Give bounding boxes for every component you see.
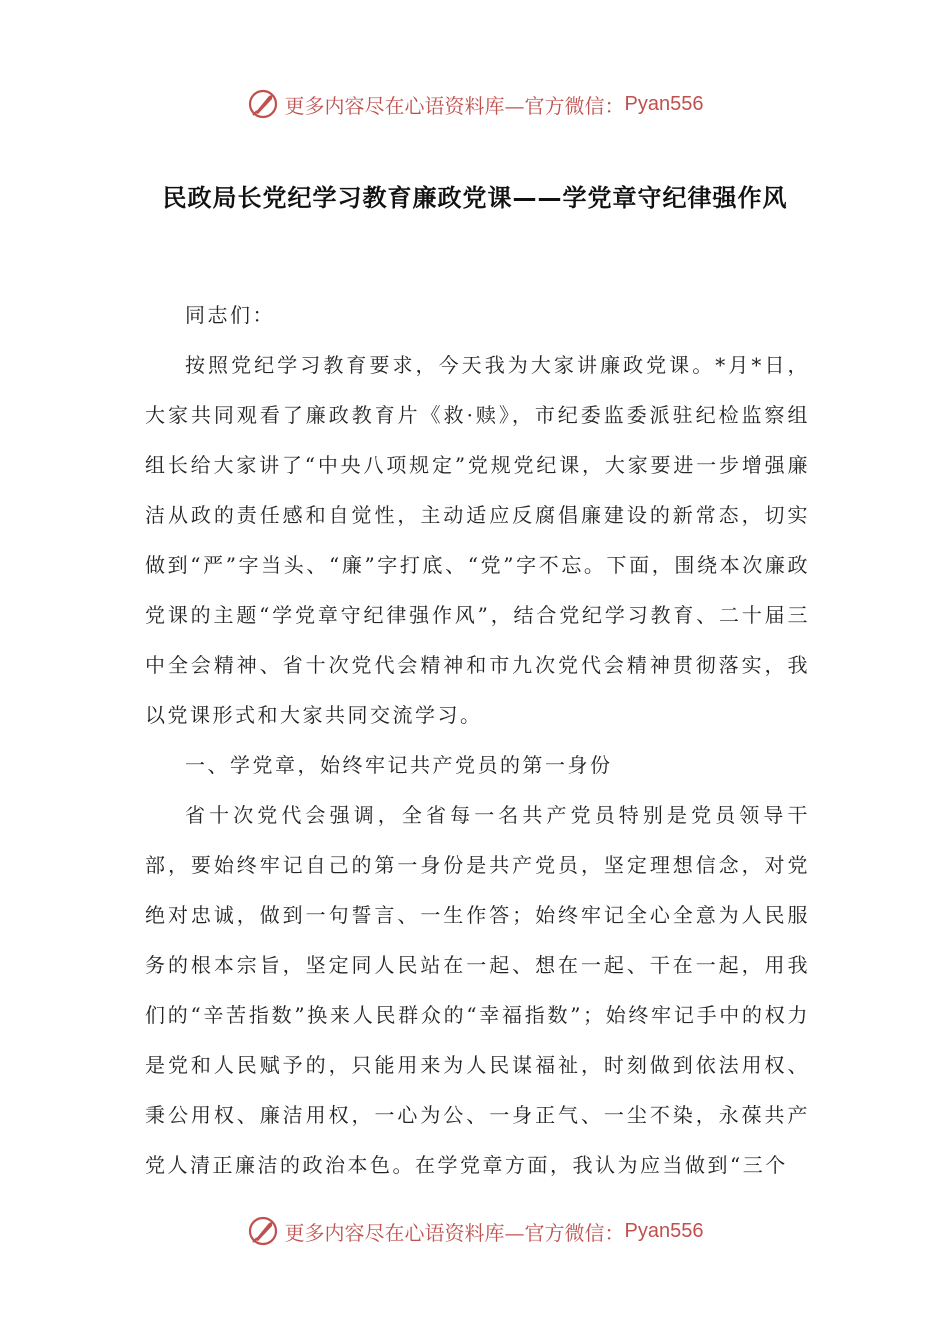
body-paragraph: 省十次党代会强调，全省每一名共产党员特别是党员领导干部，要始终牢记自己的第一身份是共产党员，坚定理想信念，对党绝对忠诚，做到一句誓言、一生作答；始终牢记全心全意为人民服务的根本宗旨，坚定同人民站在一起、想在一起、干在一起，用我们的“辛苦指数”换来人民群众的“幸福指数”；始终牢记手中的权力是党和人民赋予的，只能用来为人民谋福祉，时刻做到依法用权、秉公用权、廉洁用权，一心为公、一身正气、一尘不染，永葆共产党人清正廉洁的政治本色。在学党章方面，我认为应当做到“三个 xyxy=(145,803,810,1177)
watermark-text: 更多内容尽在心语资料库—官方微信： xyxy=(284,1220,625,1245)
watermark-wechat-id: Pyan556 xyxy=(624,92,704,115)
watermark-wechat-id: Pyan556 xyxy=(624,1219,704,1242)
header-watermark xyxy=(0,84,950,124)
salutation-paragraph: 同志们： xyxy=(185,303,275,327)
footer-watermark xyxy=(0,1211,950,1251)
intro-paragraph: 按照党纪学习教育要求，今天我为大家讲廉政党课。*月*日，大家共同观看了廉政教育片《救·赎》，市纪委监委派驻纪检监察组组长给大家讲了“中央八项规定”党规党纪课，大家要进一步增强廉洁从政的责任感和自觉性，主动适应反腐倡廉建设的新常态，切实做到“严”字当头、“廉”字打底、“党”字不忘。下面，围绕本次廉政党课的主题“学党章守纪律强作风”，结合党纪学习教育、二十届三中全会精神、省十次党代会精神和市九次党代会精神贯彻落实，我以党课形式和大家共同交流学习。 xyxy=(145,353,810,727)
quill-logo-icon xyxy=(247,1215,279,1247)
section-heading: 一、学党章，始终牢记共产党员的第一身份 xyxy=(185,753,613,777)
watermark-text: 更多内容尽在心语资料库—官方微信： xyxy=(284,93,625,118)
document-title: 民政局长党纪学习教育廉政党课——学党章守纪律强作风 xyxy=(162,184,788,212)
quill-logo-icon xyxy=(247,88,279,120)
document-body xyxy=(145,290,810,1190)
